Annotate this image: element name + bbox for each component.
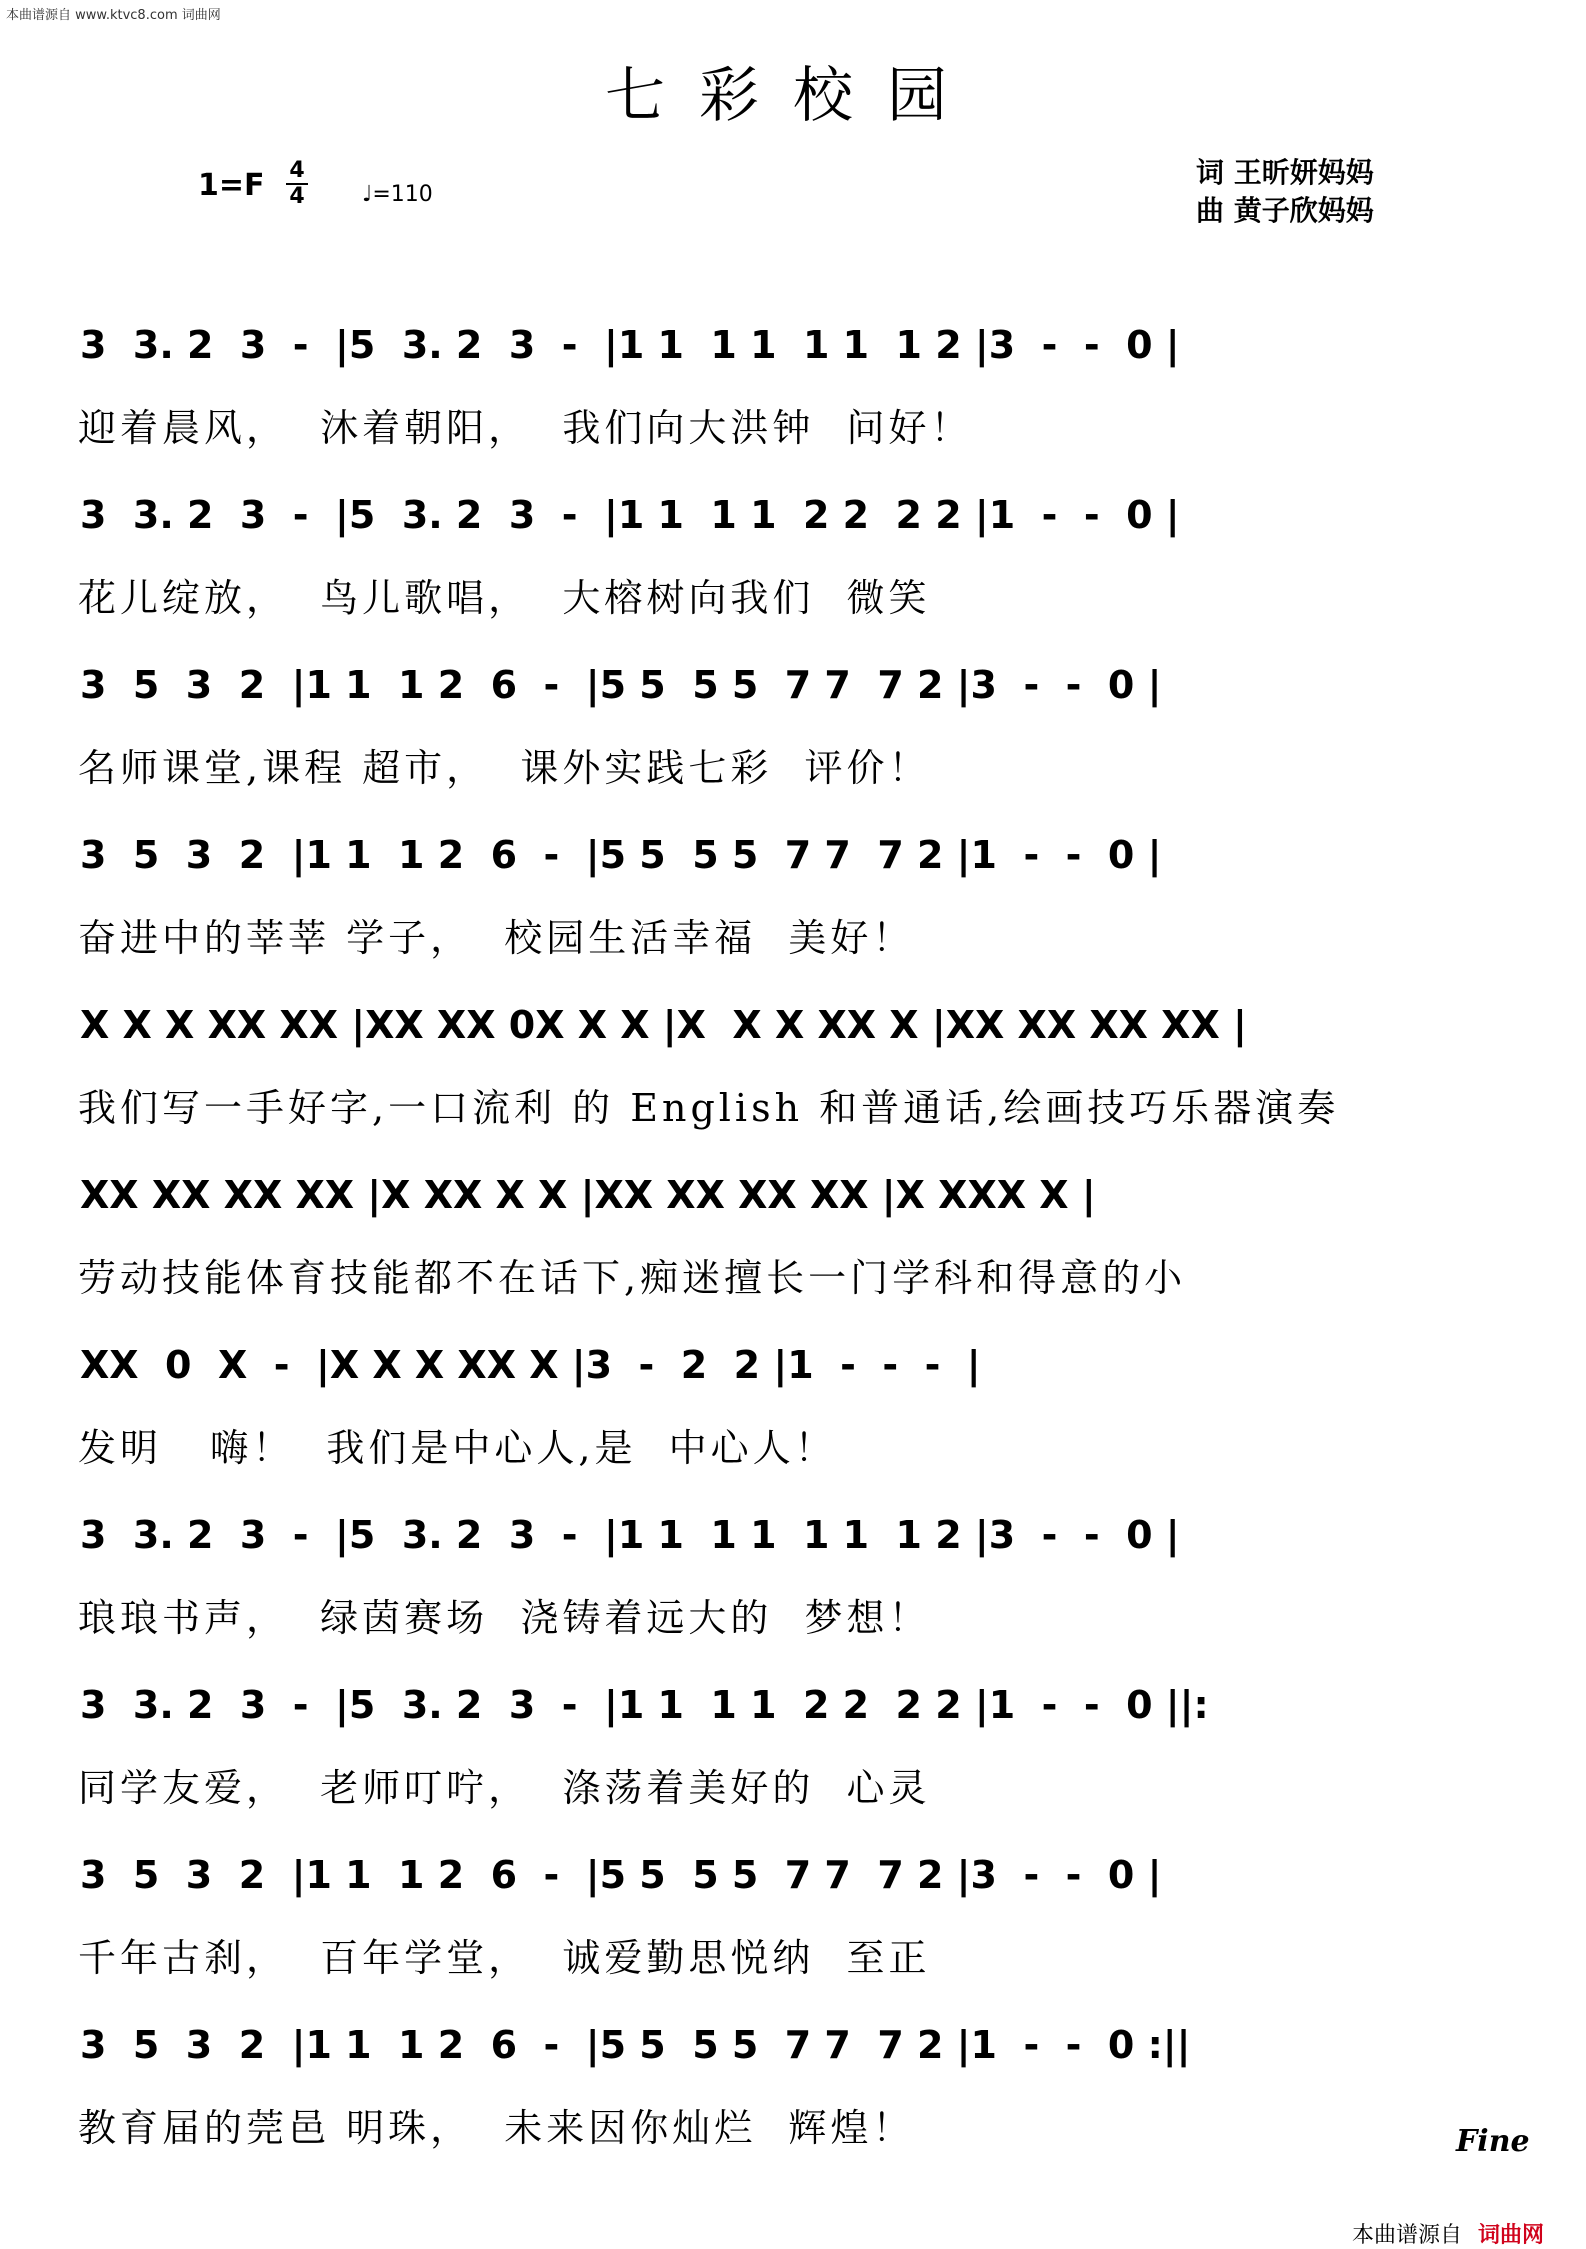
lyrics-row: 千年古刹， 百年学堂， 诚爱勤思悦纳 至正 (78, 1936, 931, 1980)
lyrics-row: 发明 嗨！ 我们是中心人,是 中心人！ (78, 1426, 837, 1470)
notation-row: XX 0 X - |X X X XX X |3 - 2 2 |1 - - - | (80, 1343, 981, 1387)
time-signature (286, 160, 308, 208)
lyrics-row: 迎着晨风， 沐着朝阳， 我们向大洪钟 问好！ (78, 406, 973, 450)
fine-marking: Fine (1456, 2124, 1530, 2159)
score-line (60, 1990, 1500, 2160)
tempo-marking: ♩=110 (362, 182, 433, 207)
notation-row: 3 5 3 2 |1 1 1 2 6 - |5 5 5 5 7 7 7 2 |1 - - 0 :|| (80, 2023, 1191, 2067)
lyricist-credit: 词 王昕妍妈妈 (1196, 156, 1374, 189)
notation-row: 3 5 3 2 |1 1 1 2 6 - |5 5 5 5 7 7 7 2 |1 - - 0 | (80, 833, 1162, 877)
lyrics-row: 琅琅书声， 绿茵赛场 浇铸着远大的 梦想！ (78, 1596, 931, 1640)
notation-row: 3 5 3 2 |1 1 1 2 6 - |5 5 5 5 7 7 7 2 |3 - - 0 | (80, 1853, 1162, 1897)
notation-row: X X X XX XX |XX XX 0X X X |X X X XX X |XX XX XX XX | (80, 1003, 1247, 1047)
score-line (60, 800, 1500, 970)
notation-row: XX XX XX XX |X XX X X |XX XX XX XX |X XXX X | (80, 1173, 1096, 1217)
lyrics-row: 花儿绽放， 鸟儿歌唱， 大榕树向我们 微笑 (78, 576, 931, 620)
score-line (60, 1480, 1500, 1650)
score-line (60, 1650, 1500, 1820)
score-line (60, 290, 1500, 460)
composer-credit: 曲 黄子欣妈妈 (1196, 194, 1374, 227)
lyrics-row: 教育届的莞邑 明珠， 未来因你灿烂 辉煌！ (78, 2106, 915, 2150)
lyrics-row: 同学友爱， 老师叮咛， 涤荡着美好的 心灵 (78, 1766, 931, 1810)
source-header: 本曲谱源自 www.ktvc8.com 词曲网 (6, 8, 221, 23)
notation-row: 3 5 3 2 |1 1 1 2 6 - |5 5 5 5 7 7 7 2 |3 - - 0 | (80, 663, 1162, 707)
notation-row: 3 3. 2 3 - |5 3. 2 3 - |1 1 1 1 2 2 2 2 |1 - - 0 ||: (80, 1683, 1209, 1727)
notation-row: 3 3. 2 3 - |5 3. 2 3 - |1 1 1 1 1 1 1 2 |3 - - 0 | (80, 323, 1180, 367)
score-line (60, 460, 1500, 630)
score-line (60, 1140, 1500, 1310)
score-line (60, 1820, 1500, 1990)
time-top: 4 (289, 158, 305, 183)
score-line (60, 630, 1500, 800)
song-title: 七彩校园 (605, 61, 981, 131)
notation-row: 3 3. 2 3 - |5 3. 2 3 - |1 1 1 1 2 2 2 2 |1 - - 0 | (80, 493, 1180, 537)
lyrics-row: 奋进中的莘莘 学子， 校园生活幸福 美好！ (78, 916, 915, 960)
credits (1196, 154, 1374, 230)
score-line (60, 970, 1500, 1140)
footer-left: 本曲谱源自 (1352, 2223, 1463, 2248)
footer-right: 词曲网 (1478, 2223, 1545, 2248)
lyrics-row: 名师课堂,课程 超市， 课外实践七彩 评价！ (78, 746, 931, 790)
time-bottom: 4 (289, 184, 305, 209)
key-signature: 1=F (198, 168, 265, 203)
score-line (60, 1310, 1500, 1480)
notation-row: 3 3. 2 3 - |5 3. 2 3 - |1 1 1 1 1 1 1 2 |3 - - 0 | (80, 1513, 1180, 1557)
lyrics-row: 我们写一手好字,一口流利 的 English 和普通话,绘画技巧乐器演奏 (78, 1086, 1340, 1130)
footer (1352, 2218, 1544, 2249)
lyrics-row: 劳动技能体育技能都不在话下,痴迷擅长一门学科和得意的小 (78, 1256, 1187, 1300)
